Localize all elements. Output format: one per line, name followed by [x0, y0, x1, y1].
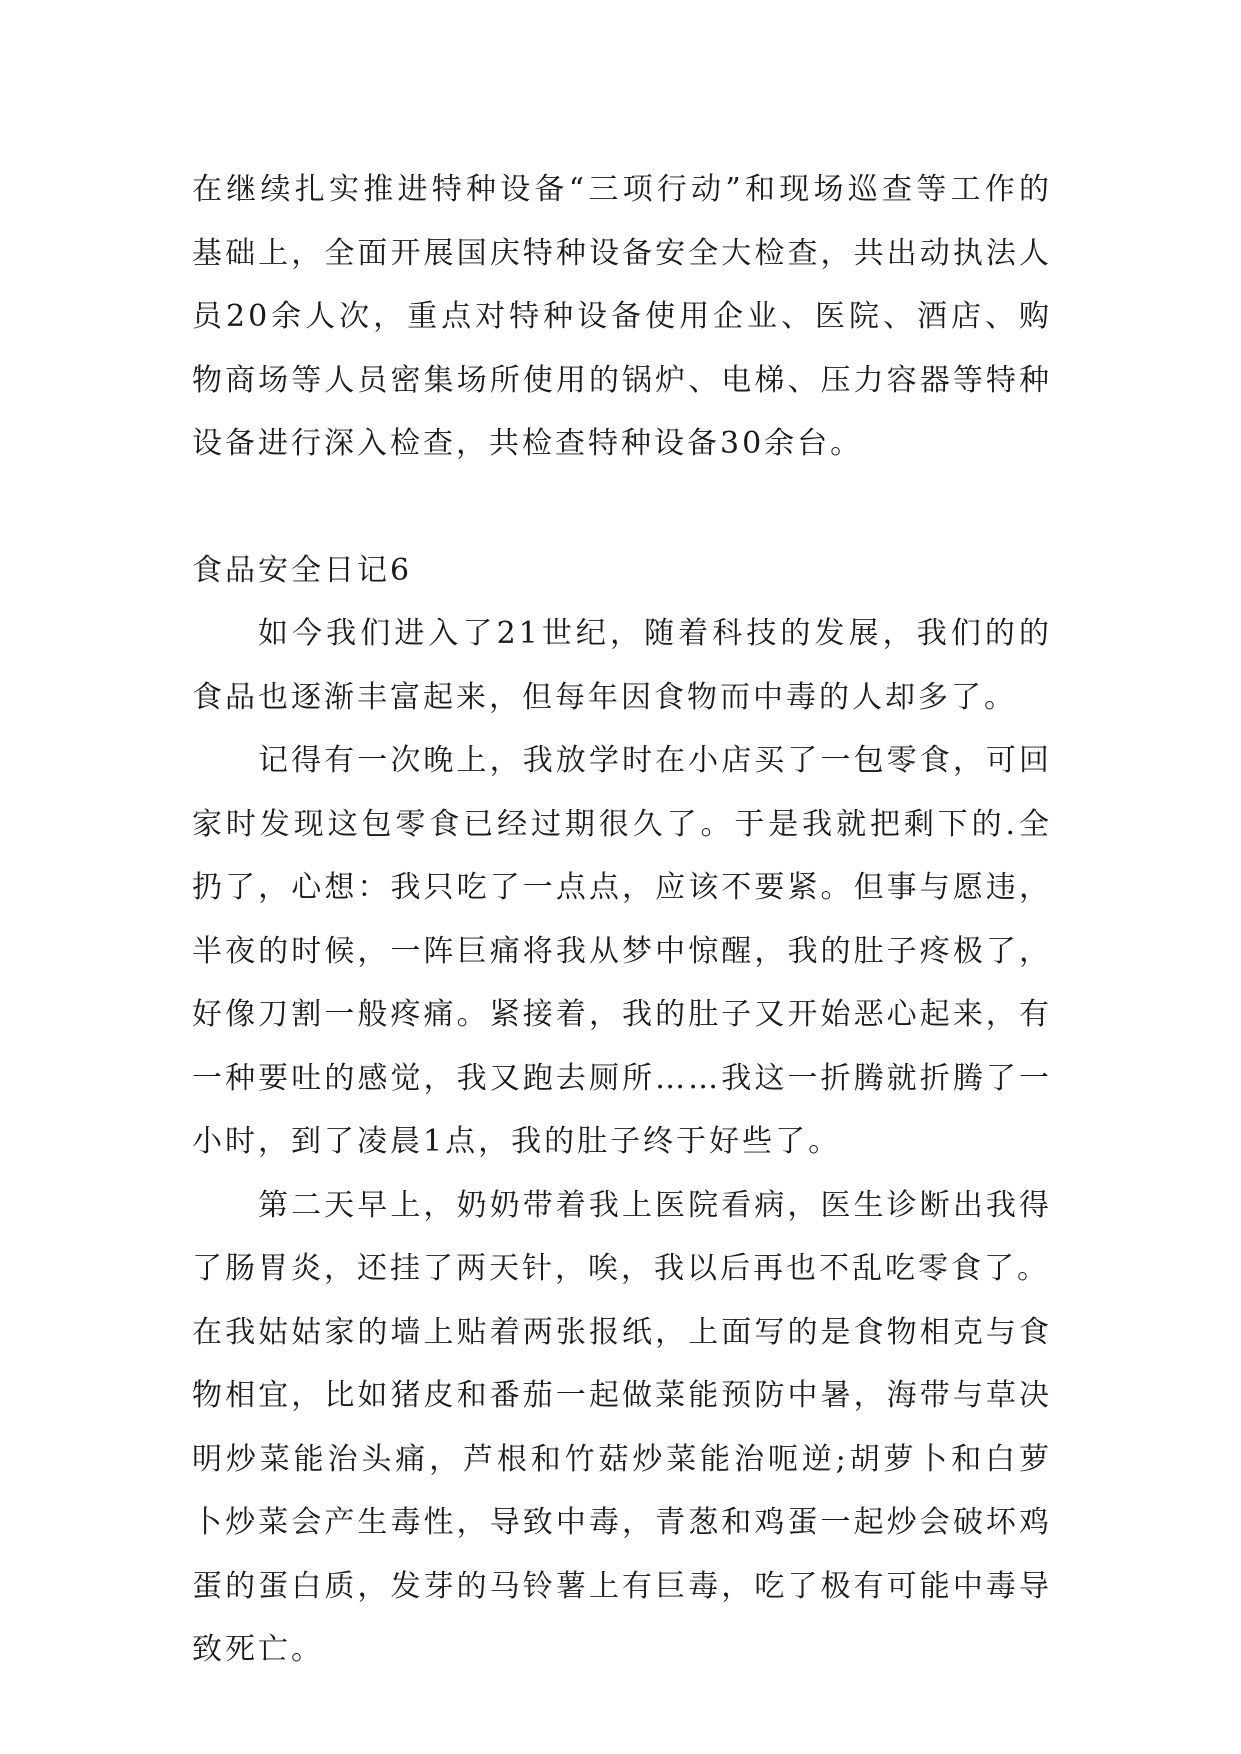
- body-paragraph: 如今我们进入了21世纪，随着科技的发展，我们的的食品也逐渐丰富起来，但每年因食物而中毒的人却多了。: [192, 616, 1052, 715]
- section-gap: [192, 476, 1052, 539]
- lead-paragraph: 在继续扎实推进特种设备“三项行动”和现场巡查等工作的基础上，全面开展国庆特种设备安全大检查，共出动执法人员20余人次，重点对特种设备使用企业、医院、酒店、购物商场等人员密集场所使用的锅炉、电梯、压力容器等特种设备进行深入检查，共检查特种设备30余台。: [192, 172, 1052, 461]
- section-heading: 食品安全日记6: [192, 552, 413, 588]
- body-paragraph: 记得有一次晚上，我放学时在小店买了一包零食，可回家时发现这包零食已经过期很久了。于是我就把剩下的.全扔了，心想：我只吃了一点点，应该不要紧。但事与愿违，半夜的时候，一阵巨痛将我从梦中惊醒，我的肚子疼极了，好像刀割一般疼痛。紧接着，我的肚子又开始恶心起来，有一种要吐的感觉，我又跑去厕所……我这一折腾就折腾了一小时，到了凌晨1点，我的肚子终于好些了。: [192, 743, 1052, 1159]
- body-paragraph: 在我姑姑家的墙上贴着两张报纸，上面写的是食物相克与食物相宜，比如猪皮和番茄一起做菜能预防中暑，海带与草决明炒菜能治头痛，芦根和竹菇炒菜能治呃逆;胡萝卜和白萝卜炒菜会产生毒性，导致中毒，青葱和鸡蛋一起炒会破坏鸡蛋的蛋白质，发芽的马铃薯上有巨毒，吃了极有可能中毒导致死亡。: [192, 1314, 1052, 1667]
- body-paragraph: 第二天早上，奶奶带着我上医院看病，医生诊断出我得了肠胃炎，还挂了两天针，唉，我以后再也不乱吃零食了。: [192, 1187, 1052, 1286]
- document-page: [192, 158, 1052, 1682]
